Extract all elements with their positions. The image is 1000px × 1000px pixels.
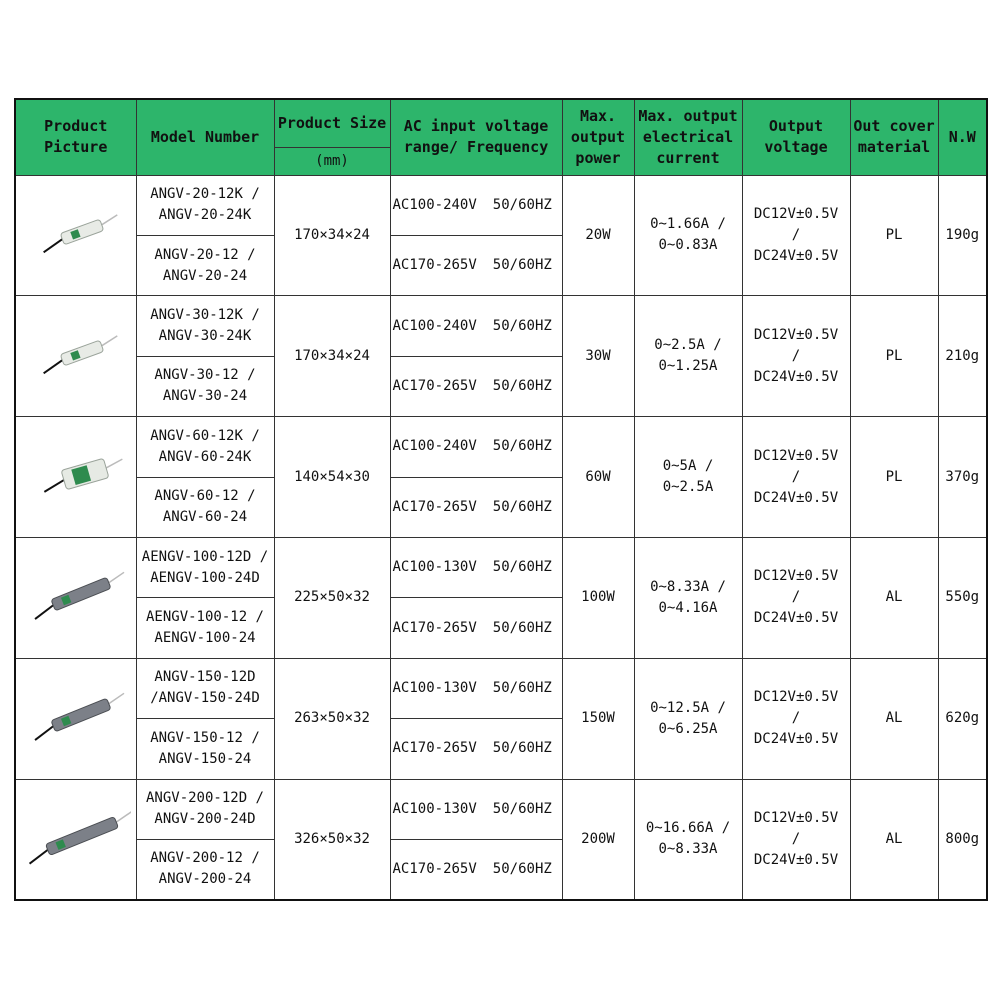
model-line: ANGV-20-24: [162, 267, 248, 284]
frequency: 50/60HZ: [492, 559, 552, 576]
model-number: [136, 779, 274, 839]
model-line: ANGV-60-24K: [158, 448, 252, 465]
voltage-range: AC170-265V: [392, 257, 477, 274]
voltage-range: AC100-130V: [392, 679, 477, 696]
ac-input-range: [390, 296, 562, 356]
cover-material: AL: [850, 658, 938, 779]
model-line: ANGV-150-24: [158, 750, 252, 767]
voltage-line: DC24V±0.5V: [753, 368, 839, 385]
current-line: 0~0.83A: [658, 237, 718, 254]
output-voltage: [742, 537, 850, 658]
frequency: 50/60HZ: [492, 498, 552, 515]
model-line: ANGV-60-12 /: [154, 488, 256, 505]
voltage-range: AC170-265V: [392, 619, 477, 636]
current-line: 0~2.5A /: [654, 337, 722, 354]
ac-input-range: [390, 598, 562, 658]
model-line: ANGV-30-12K /: [150, 307, 260, 324]
table-row: [15, 658, 987, 718]
voltage-range: AC170-265V: [392, 740, 477, 757]
model-line: AENGV-100-12D /: [141, 548, 269, 565]
led-driver-icon: [21, 874, 131, 890]
model-line: ANGV-200-24D: [154, 811, 256, 828]
model-number: [136, 296, 274, 356]
voltage-range: AC170-265V: [392, 377, 477, 394]
product-picture: [15, 175, 136, 296]
ac-input-range: [390, 417, 562, 477]
net-weight: 620g: [938, 658, 987, 779]
table-row: [15, 537, 987, 597]
product-size: 326×50×32: [274, 779, 390, 900]
max-output-current: [634, 175, 742, 296]
cover-material: AL: [850, 537, 938, 658]
model-number: [136, 417, 274, 477]
voltage-line: DC24V±0.5V: [753, 851, 839, 868]
frequency: 50/60HZ: [492, 740, 552, 757]
ac-input-range: [390, 537, 562, 597]
max-output-power: 30W: [562, 296, 634, 417]
max-output-current: [634, 296, 742, 417]
model-line: ANGV-20-12 /: [154, 246, 256, 263]
voltage-range: AC100-240V: [392, 317, 477, 334]
ac-input-range: [390, 719, 562, 779]
voltage-line: DC12V±0.5V: [753, 689, 839, 706]
current-line: 0~6.25A: [658, 720, 718, 737]
voltage-line: /: [791, 226, 801, 243]
current-line: 0~4.16A: [658, 599, 718, 616]
net-weight: 190g: [938, 175, 987, 296]
frequency: 50/60HZ: [492, 679, 552, 696]
voltage-range: AC100-130V: [392, 800, 477, 817]
model-line: ANGV-60-12K /: [150, 427, 260, 444]
output-voltage: [742, 175, 850, 296]
net-weight: 550g: [938, 537, 987, 658]
header-max-current: Max. output electrical current: [634, 99, 742, 175]
product-size: 170×34×24: [274, 296, 390, 417]
output-voltage: [742, 296, 850, 417]
voltage-line: /: [791, 589, 801, 606]
current-line: 0~12.5A /: [650, 699, 726, 716]
table-row: [15, 417, 987, 477]
current-line: 0~8.33A: [658, 841, 718, 858]
ac-input-range: [390, 658, 562, 718]
led-driver-icon: [21, 391, 131, 407]
header-output-voltage: Output voltage: [742, 99, 850, 175]
ac-input-range: [390, 477, 562, 537]
ac-input-range: [390, 356, 562, 416]
model-line: ANGV-30-24K: [158, 328, 252, 345]
cover-material: AL: [850, 779, 938, 900]
header-ac-input: AC input voltage range/ Frequency: [390, 99, 562, 175]
frequency: 50/60HZ: [492, 257, 552, 274]
voltage-range: AC100-130V: [392, 559, 477, 576]
voltage-range: AC100-240V: [392, 196, 477, 213]
model-line: ANGV-200-12D /: [145, 790, 264, 807]
voltage-line: /: [791, 347, 801, 364]
table-row: [15, 175, 987, 235]
model-number: [136, 719, 274, 779]
output-voltage: [742, 417, 850, 538]
header-net-weight: N.W: [938, 99, 987, 175]
current-line: 0~1.25A: [658, 358, 718, 375]
frequency: 50/60HZ: [492, 438, 552, 455]
model-number: [136, 356, 274, 416]
cover-material: PL: [850, 296, 938, 417]
model-line: AENGV-100-12 /: [145, 609, 264, 626]
frequency: 50/60HZ: [492, 317, 552, 334]
voltage-line: DC24V±0.5V: [753, 731, 839, 748]
frequency: 50/60HZ: [492, 196, 552, 213]
voltage-line: DC24V±0.5V: [753, 610, 839, 627]
current-line: 0~2.5A: [662, 479, 714, 496]
model-number: [136, 175, 274, 235]
current-line: 0~16.66A /: [645, 820, 731, 837]
model-line: ANGV-200-24: [158, 871, 252, 888]
net-weight: 370g: [938, 417, 987, 538]
frequency: 50/60HZ: [492, 619, 552, 636]
product-picture: [15, 417, 136, 538]
model-number: [136, 839, 274, 900]
voltage-range: AC100-240V: [392, 438, 477, 455]
max-output-current: [634, 779, 742, 900]
max-output-current: [634, 537, 742, 658]
current-line: 0~8.33A /: [650, 578, 726, 595]
max-output-power: 200W: [562, 779, 634, 900]
product-size: 225×50×32: [274, 537, 390, 658]
product-picture: [15, 537, 136, 658]
max-output-power: 150W: [562, 658, 634, 779]
voltage-line: /: [791, 468, 801, 485]
model-number: [136, 477, 274, 537]
frequency: 50/60HZ: [492, 377, 552, 394]
model-line: ANGV-200-12 /: [150, 850, 260, 867]
net-weight: 210g: [938, 296, 987, 417]
model-number: [136, 598, 274, 658]
model-number: [136, 537, 274, 597]
voltage-line: DC12V±0.5V: [753, 326, 839, 343]
model-line: ANGV-20-24K: [158, 207, 252, 224]
model-line: AENGV-100-24: [154, 630, 256, 647]
led-driver-icon: [21, 632, 131, 648]
product-size: 263×50×32: [274, 658, 390, 779]
cover-material: PL: [850, 417, 938, 538]
led-driver-icon: [21, 270, 131, 286]
header-product-picture: Product Picture: [15, 99, 136, 175]
ac-input-range: [390, 779, 562, 839]
model-number: [136, 658, 274, 718]
voltage-line: DC12V±0.5V: [753, 809, 839, 826]
max-output-power: 20W: [562, 175, 634, 296]
model-number: [136, 235, 274, 295]
model-line: ANGV-30-12 /: [154, 367, 256, 384]
model-line: ANGV-150-12 /: [150, 729, 260, 746]
max-output-current: [634, 417, 742, 538]
voltage-range: AC170-265V: [392, 498, 477, 515]
voltage-line: /: [791, 830, 801, 847]
header-max-power: Max. output power: [562, 99, 634, 175]
max-output-current: [634, 658, 742, 779]
model-line: /ANGV-150-24D: [150, 690, 260, 707]
net-weight: 800g: [938, 779, 987, 900]
header-model-number: Model Number: [136, 99, 274, 175]
table-row: [15, 296, 987, 356]
product-size: 170×34×24: [274, 175, 390, 296]
model-line: ANGV-20-12K /: [150, 186, 260, 203]
voltage-line: DC12V±0.5V: [753, 447, 839, 464]
model-line: AENGV-100-24D: [150, 569, 260, 586]
voltage-line: DC24V±0.5V: [753, 247, 839, 264]
ac-input-range: [390, 235, 562, 295]
output-voltage: [742, 658, 850, 779]
max-output-power: 60W: [562, 417, 634, 538]
ac-input-range: [390, 175, 562, 235]
output-voltage: [742, 779, 850, 900]
voltage-line: DC12V±0.5V: [753, 568, 839, 585]
spec-table: [14, 98, 988, 901]
voltage-line: DC24V±0.5V: [753, 489, 839, 506]
product-picture: [15, 658, 136, 779]
product-picture: [15, 779, 136, 900]
header-cover-material: Out cover material: [850, 99, 938, 175]
cover-material: PL: [850, 175, 938, 296]
model-line: ANGV-150-12D: [154, 669, 256, 686]
current-line: 0~5A /: [662, 458, 714, 475]
frequency: 50/60HZ: [492, 800, 552, 817]
led-driver-icon: [21, 753, 131, 769]
header-size-unit: (mm): [274, 147, 390, 175]
model-line: ANGV-60-24: [162, 509, 248, 526]
product-picture: [15, 296, 136, 417]
model-line: ANGV-30-24: [162, 388, 248, 405]
frequency: 50/60HZ: [492, 860, 552, 877]
header-product-size: Product Size: [274, 99, 390, 147]
product-size: 140×54×30: [274, 417, 390, 538]
current-line: 0~1.66A /: [650, 216, 726, 233]
max-output-power: 100W: [562, 537, 634, 658]
voltage-line: DC12V±0.5V: [753, 205, 839, 222]
voltage-range: AC170-265V: [392, 860, 477, 877]
led-driver-icon: [21, 512, 131, 528]
table-row: [15, 779, 987, 839]
voltage-line: /: [791, 710, 801, 727]
ac-input-range: [390, 839, 562, 900]
